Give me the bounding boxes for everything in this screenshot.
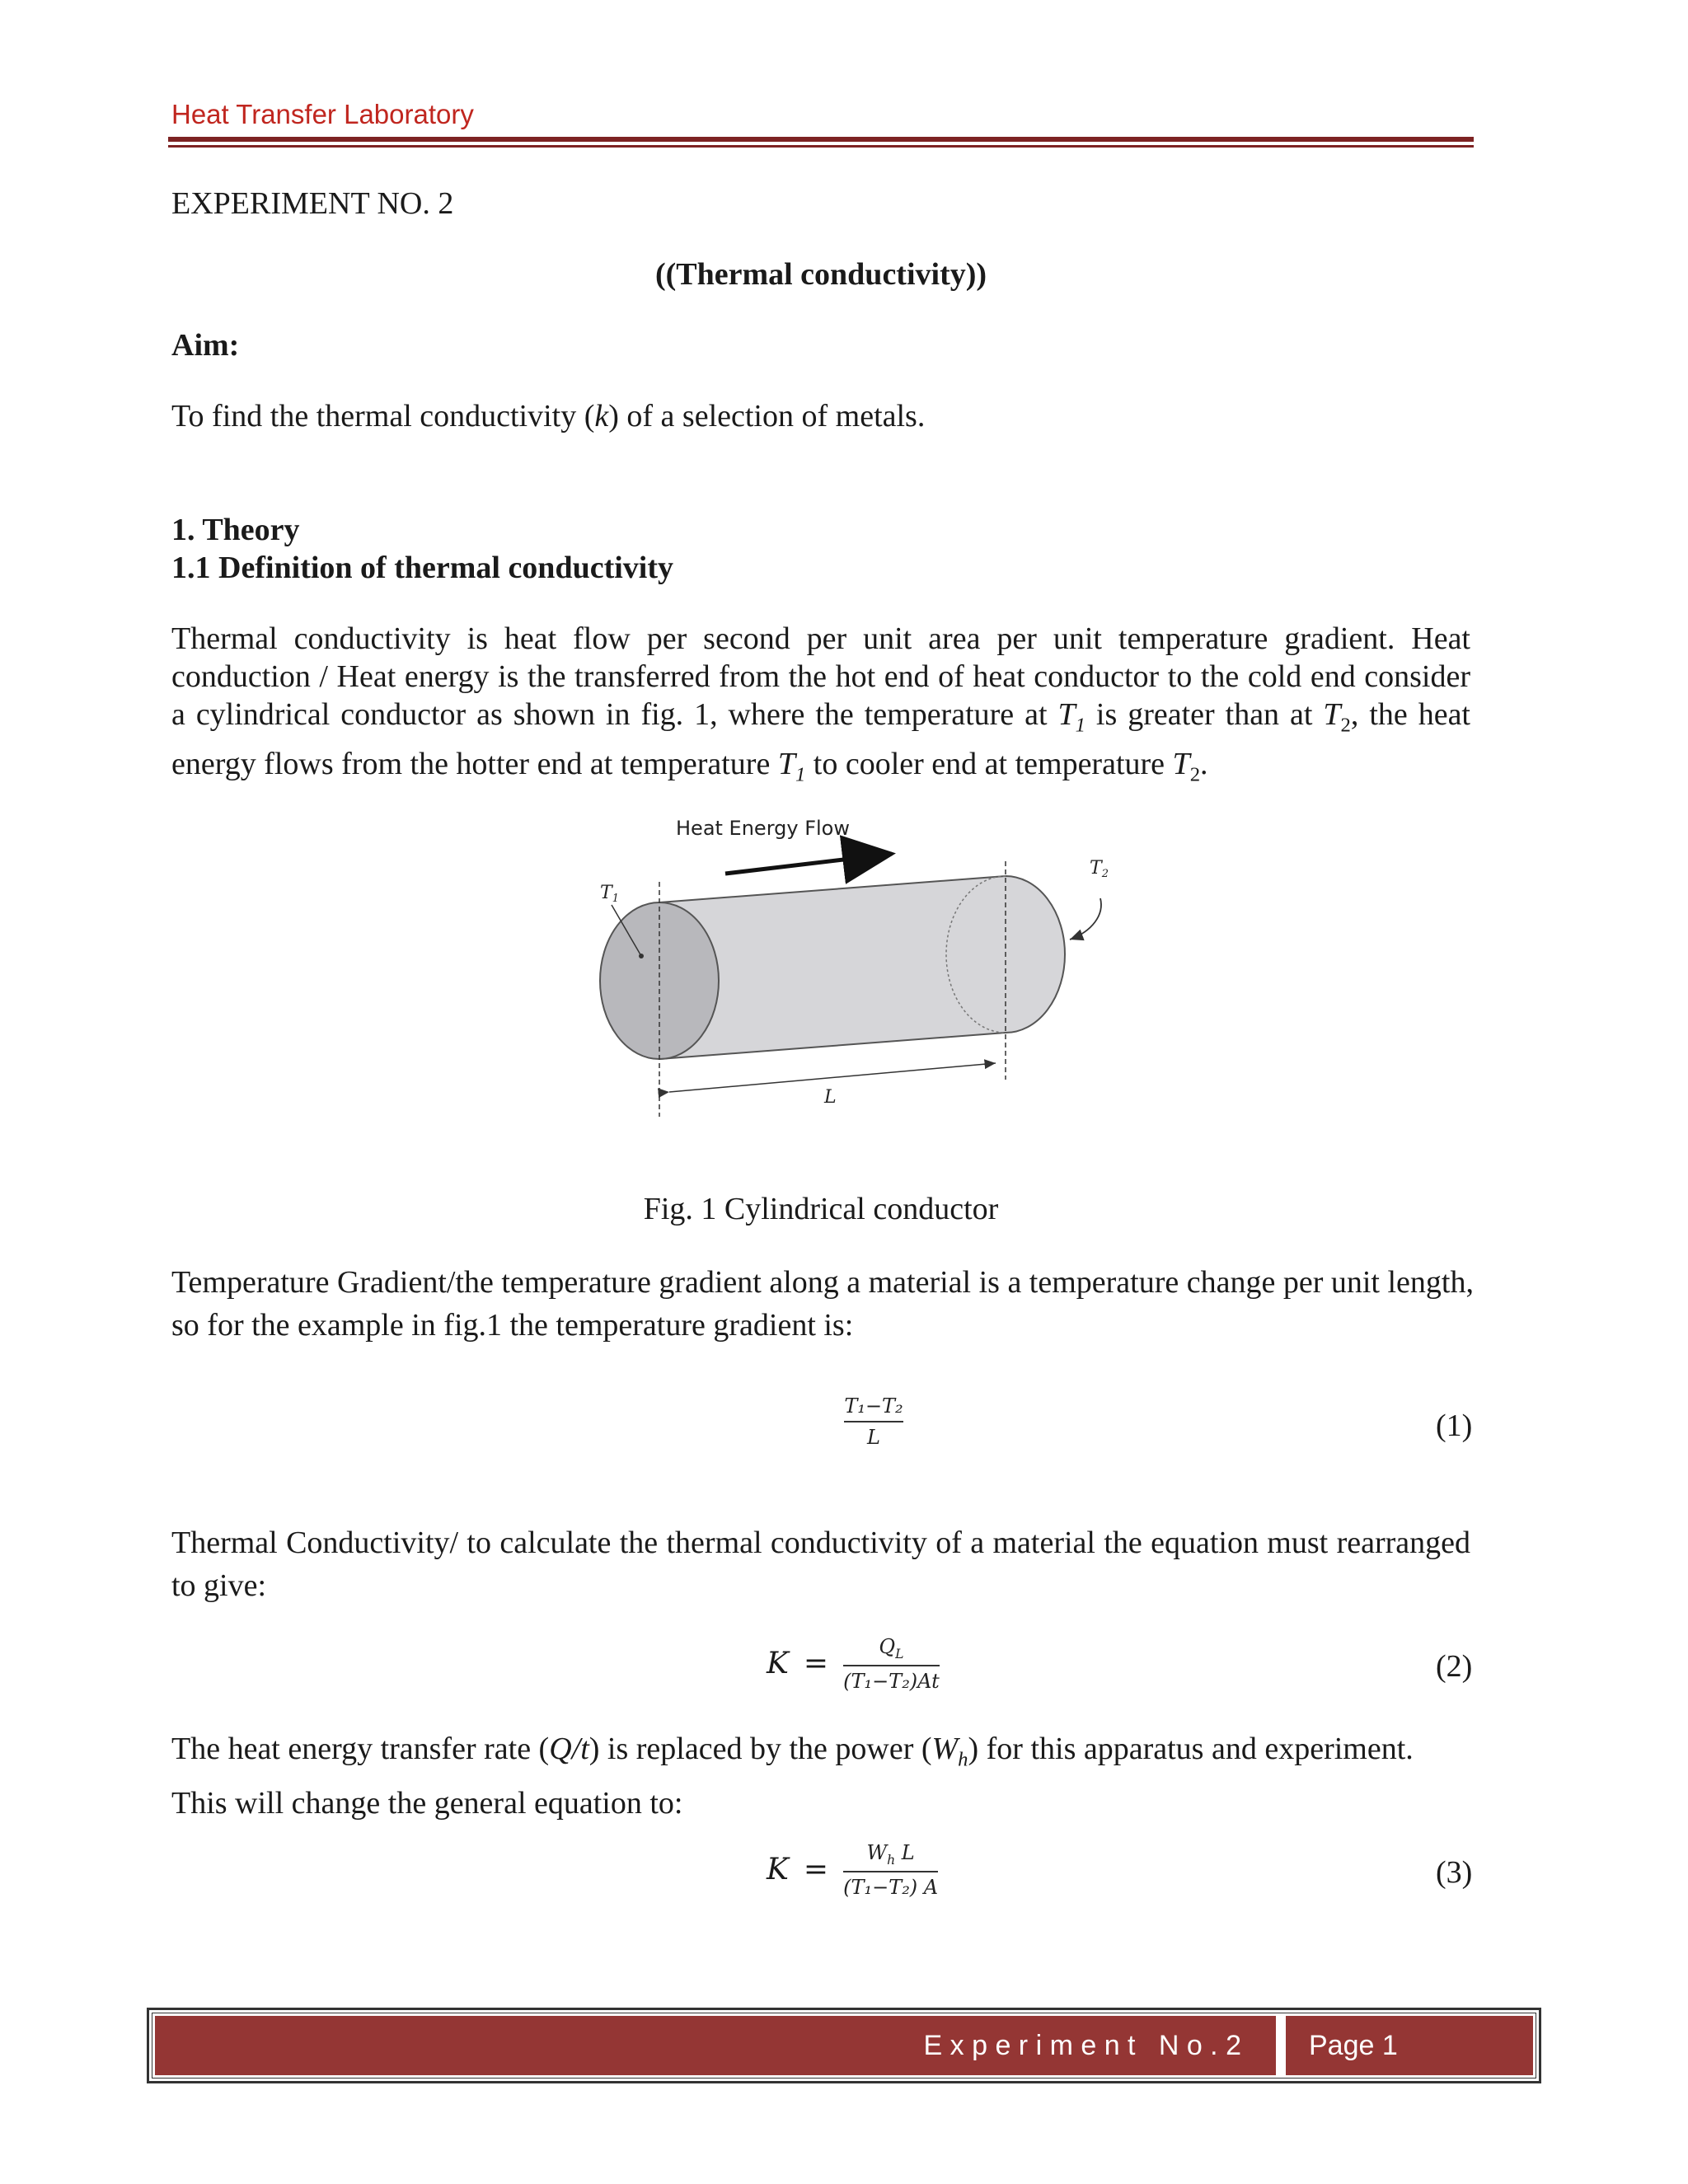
cylinder-figure (577, 808, 1121, 1137)
eq3-numerator: $W_h$ L (866, 1841, 915, 1868)
footer-page-bar (1286, 2016, 1533, 2075)
eq2-denominator: (T₁−T₂)At (843, 1669, 940, 1693)
eq3-denominator: (T₁−T₂) A (843, 1875, 939, 1899)
header-rule (168, 137, 1474, 142)
equation-3-number: (3) (1436, 1855, 1473, 1890)
eq2-lhs: K (767, 1647, 789, 1681)
eq2-equals: = (803, 1647, 829, 1681)
t2-label: T (1090, 858, 1102, 879)
cylinder-right-end (1006, 876, 1065, 1033)
eq3-equals: = (803, 1853, 829, 1887)
aim-text: To find the thermal conductivity (k) of a selection of metals. (171, 399, 926, 434)
equation-1-number: (1) (1436, 1408, 1473, 1443)
eq3-lhs: K (767, 1853, 789, 1887)
length-label: L (824, 1087, 837, 1108)
eq1-numerator: T₁−T₂ (844, 1394, 903, 1418)
footer-page-number: Page 1 (1309, 2030, 1398, 2061)
svg-text:T1 (600, 883, 619, 905)
footer-experiment-bar (155, 2016, 1276, 2075)
t1-label: T (600, 883, 612, 903)
figure-caption: Fig. 1 Cylindrical conductor (643, 1192, 999, 1226)
theory-subheading: 1.1 Definition of thermal conductivity (171, 551, 674, 585)
t2-label-sub: 2 (1101, 868, 1109, 880)
equation-2 (767, 1635, 940, 1693)
header-title: Heat Transfer Laboratory (171, 99, 474, 129)
heat-flow-label: Heat Energy Flow (676, 817, 850, 840)
eq1-fraction-bar (844, 1421, 903, 1422)
footer-experiment-label: E x p e r i m e n t N o . 2 (923, 2030, 1241, 2061)
svg-text:T2 (1090, 858, 1109, 880)
theory-paragraph: Thermal conductivity is heat flow per second per unit area per unit temperature gradient. Heat conduction / Heat energy is the transferred from the hot end of heat conductor to the cold end consider a cylindrical conductor as shown in fig. 1, where the temperature at $T_1$ is greater than at $T_2$, the heat energy flows from the hotter end at temperature $T_1$ to cooler end at temperature $T_2$. (171, 621, 1470, 786)
eq1-denominator: L (867, 1426, 880, 1449)
aim-heading: Aim: (171, 328, 240, 363)
theory-heading: 1. Theory (171, 513, 300, 547)
eq2-fraction-bar (843, 1665, 940, 1666)
power-paragraph: The heat energy transfer rate (Q/t) is replaced by the power $(W_h)$ for this apparatus and experiment. This will change the general equation to: (171, 1732, 1414, 1821)
eq3-fraction-bar (843, 1871, 938, 1872)
conductivity-paragraph: Thermal Conductivity/ to calculate the thermal conductivity of a material the equation must rearranged to give: (171, 1526, 1470, 1603)
t1-label-sub: 1 (612, 893, 619, 905)
t2-pointer (1070, 898, 1101, 940)
eq2-numerator: $Q_L$ (879, 1635, 904, 1661)
equation-1 (824, 1394, 923, 1449)
equation-3 (767, 1841, 938, 1899)
heat-flow-arrow (725, 854, 892, 874)
t1-dot (639, 954, 644, 958)
experiment-label: EXPERIMENT NO. 2 (171, 186, 454, 221)
header-rule-thin (168, 145, 1474, 148)
document-title: ((Thermal conductivity)) (654, 257, 987, 292)
equation-2-number: (2) (1436, 1649, 1473, 1684)
gradient-paragraph: Temperature Gradient/the temperature gradient along a material is a temperature change per unit length, so for the example in fig.1 the temperature gradient is: (171, 1265, 1474, 1343)
